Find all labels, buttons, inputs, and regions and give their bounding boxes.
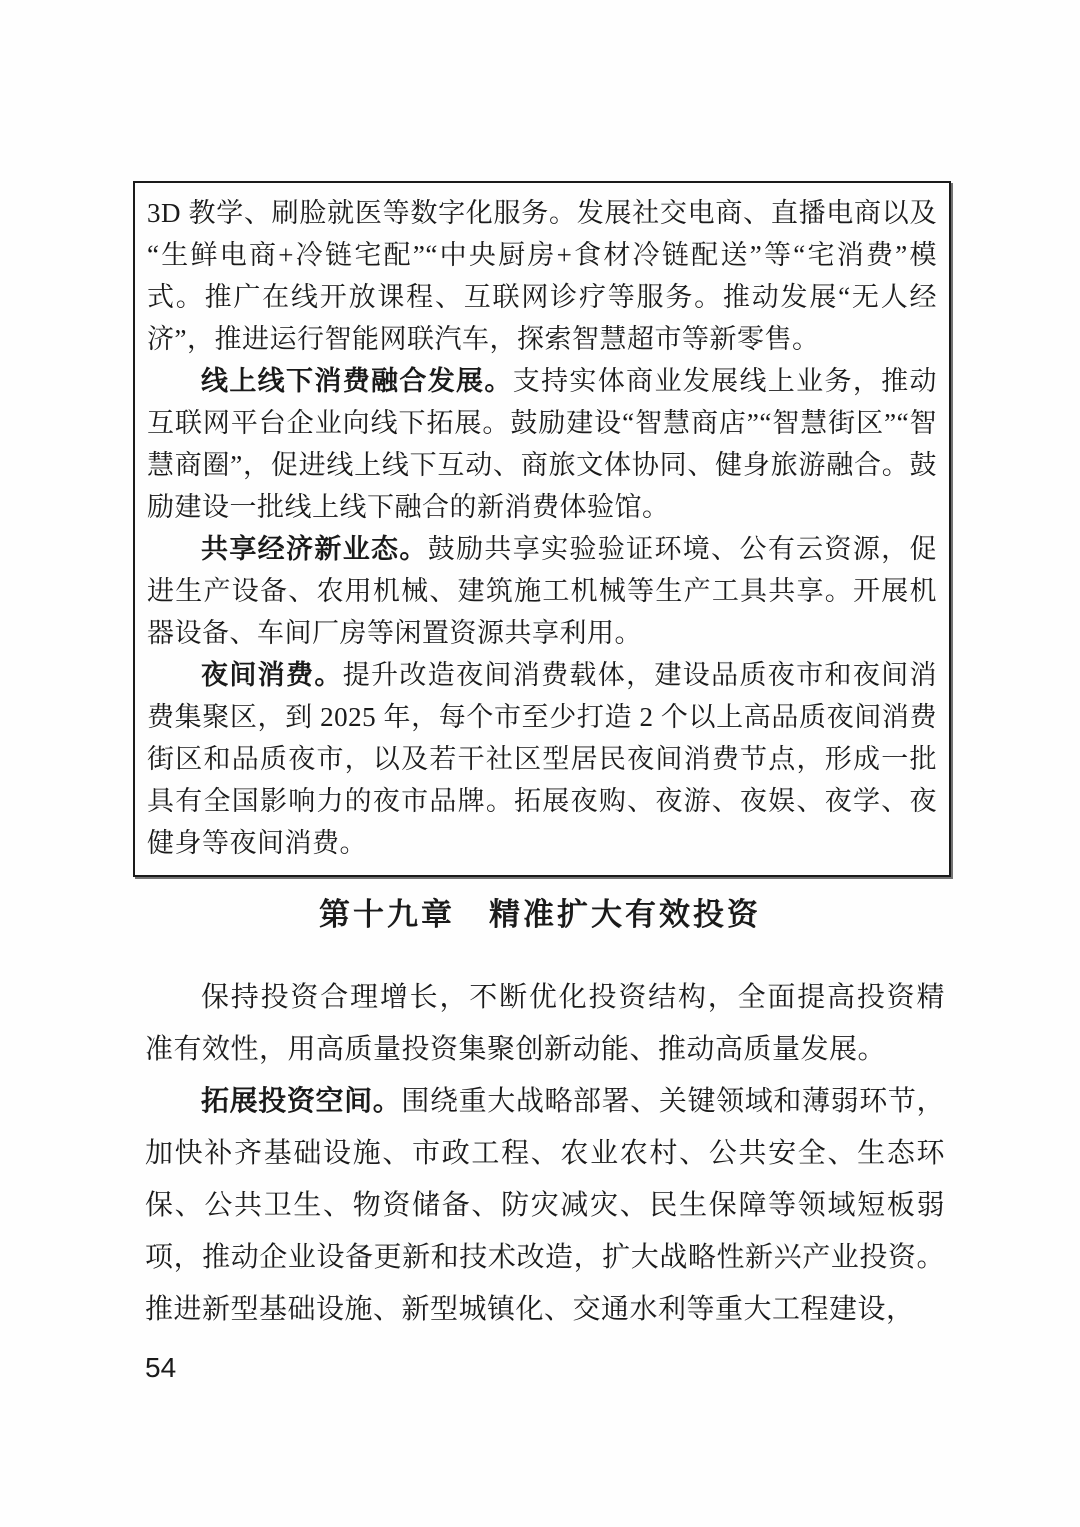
highlight-box xyxy=(133,181,951,877)
page-number: 54 xyxy=(145,1352,177,1383)
paragraph-text: 围绕重大战略部署、关键领域和薄弱环节， 加快补齐基础设施、市政工程、农业农村、公共安全、生态环保、公共卫生、物资储备、防灾减灾、民生保障等领域短板弱项，推动企业设备更新和技术改造，扩大战略性新兴产业投资。 推进新型基础设施、新型城镇化、交通水利等重大工程建设， xyxy=(145,1086,945,1325)
box-paragraph-sharing-economy xyxy=(147,528,937,654)
paragraph-text: 支持实体商业发展线上业务，推动互联网平台企业向线下拓展。鼓励建设“智慧商店”“智慧街区”“智慧商圈”，促进线上线下互动、商旅文体协同、健身旅游融合。鼓励建设一批线上线下融合的新消费体验馆。 xyxy=(147,366,938,522)
paragraph-lead: 夜间消费。 xyxy=(201,660,343,690)
paragraph-text: 鼓励共享实验验证环境、公有云资源，促进生产设备、农用机械、建筑施工机械等生产工具共享。开展机器设备、车间厂房等闲置资源共享利用。 xyxy=(147,534,938,648)
box-paragraph-continuation xyxy=(147,192,937,360)
paragraph-text: 3D 教学、刷脸就医等数字化服务。发展社交电商、直播电商以及“生鲜电商+冷链宅配”“中央厨房+食材冷链配送”等“宅消费”模式。推广在线开放课程、互联网诊疗等服务。推动发展“无人经济”，推进运行智能网联汽车，探索智慧超市等新零售。 xyxy=(147,198,937,354)
paragraph-lead: 线上线下消费融合发展。 xyxy=(201,366,513,396)
chapter-title: 第十九章 精准扩大有效投资 xyxy=(319,897,761,932)
box-paragraph-online-offline xyxy=(147,360,937,528)
body-paragraph-investment-space xyxy=(145,1076,945,1336)
paragraph-text: 保持投资合理增长，不断优化投资结构，全面提高投资精 准有效性，用高质量投资集聚创新动能、推动高质量发展。 xyxy=(145,982,945,1065)
box-paragraph-night-consumption xyxy=(147,654,937,864)
paragraph-lead: 共享经济新业态。 xyxy=(201,534,428,564)
body-text xyxy=(145,972,945,1336)
paragraph-text: 提升改造夜间消费载体，建设品质夜市和夜间消费集聚区，到 2025 年，每个市至少打造 2 个以上高品质夜间消费街区和品质夜市，以及若干社区型居民夜间消费节点，形成一批具有全国影响力的夜市品牌。拓展夜购、夜游、夜娱、夜学、夜健身等夜间消费。 xyxy=(147,660,938,858)
paragraph-lead: 拓展投资空间。 xyxy=(201,1086,402,1117)
body-paragraph-intro xyxy=(145,972,945,1076)
